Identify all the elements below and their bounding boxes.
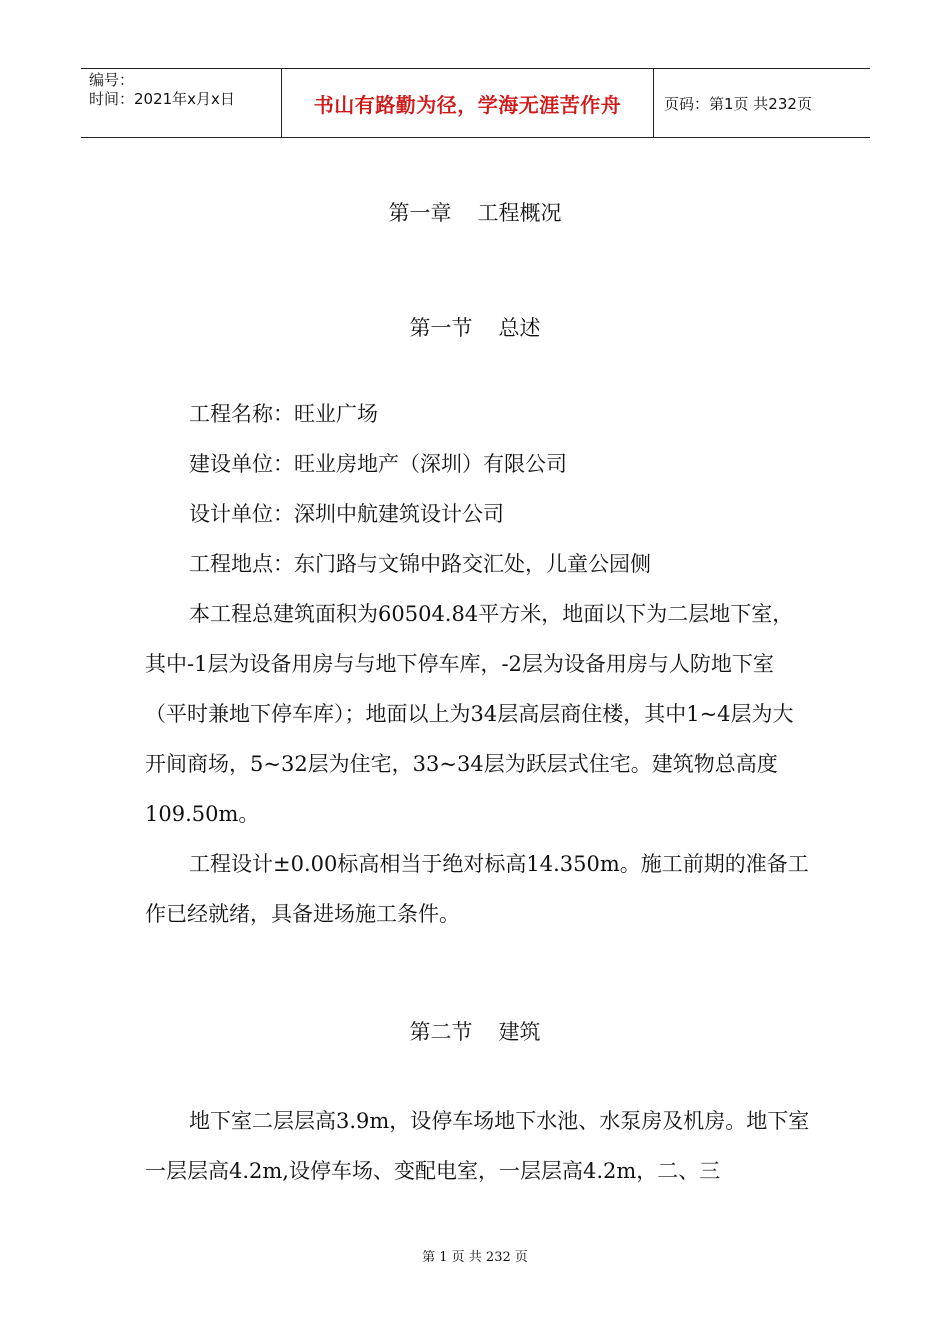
section-body-2 bbox=[145, 1096, 813, 1196]
paragraph-developer: 建设单位：旺业房地产（深圳）有限公司 bbox=[189, 452, 567, 476]
paragraph-basement: 地下室二层层高3.9m，设停车场地下水池、水泵房及机房。地下室一层层高4.2m,设停车场、变配电室，一层层高4.2m，二、三 bbox=[145, 1109, 810, 1183]
section-title: 建筑 bbox=[498, 1020, 541, 1044]
paragraph-location: 工程地点：东门路与文锦中路交汇处，儿童公园侧 bbox=[189, 552, 651, 576]
document-header bbox=[81, 68, 870, 138]
section-heading-2 bbox=[0, 1016, 950, 1046]
paragraph-elevation: 工程设计±0.00标高相当于绝对标高14.350m。施工前期的准备工作已经就绪，具备进场施工条件。 bbox=[145, 852, 809, 926]
paragraph-designer: 设计单位：深圳中航建筑设计公司 bbox=[189, 502, 504, 526]
section-body-1 bbox=[145, 389, 813, 939]
section-number: 第二节 bbox=[409, 1020, 473, 1044]
time-label: 时间：2021年x月x日 bbox=[89, 90, 235, 108]
page-footer: 第 1 页 共 232 页 bbox=[422, 1250, 528, 1265]
section-title: 总述 bbox=[498, 316, 541, 340]
paragraph-project-name: 工程名称：旺业广场 bbox=[189, 402, 378, 426]
paragraph-overview: 本工程总建筑面积为60504.84平方米，地面以下为二层地下室，其中-1层为设备用房与与地下停车库，-2层为设备用房与人防地下室（平时兼地下停车库）；地面以上为34层高层商住楼，其中1~4层为大开间商场，5~32层为住宅，33~34层为跃层式住宅。建筑物总高度109.50m。 bbox=[145, 602, 794, 826]
section-heading-1 bbox=[0, 312, 950, 342]
number-label: 编号： bbox=[89, 71, 135, 89]
header-page-info: 页码：第1页 共232页 bbox=[664, 94, 812, 113]
chapter-title: 工程概况 bbox=[477, 201, 562, 225]
chapter-heading bbox=[0, 197, 950, 227]
header-motto: 书山有路勤为径，学海无涯苦作舟 bbox=[281, 69, 654, 137]
header-meta bbox=[81, 69, 281, 137]
chapter-number: 第一章 bbox=[388, 201, 452, 225]
section-number: 第一节 bbox=[409, 316, 473, 340]
